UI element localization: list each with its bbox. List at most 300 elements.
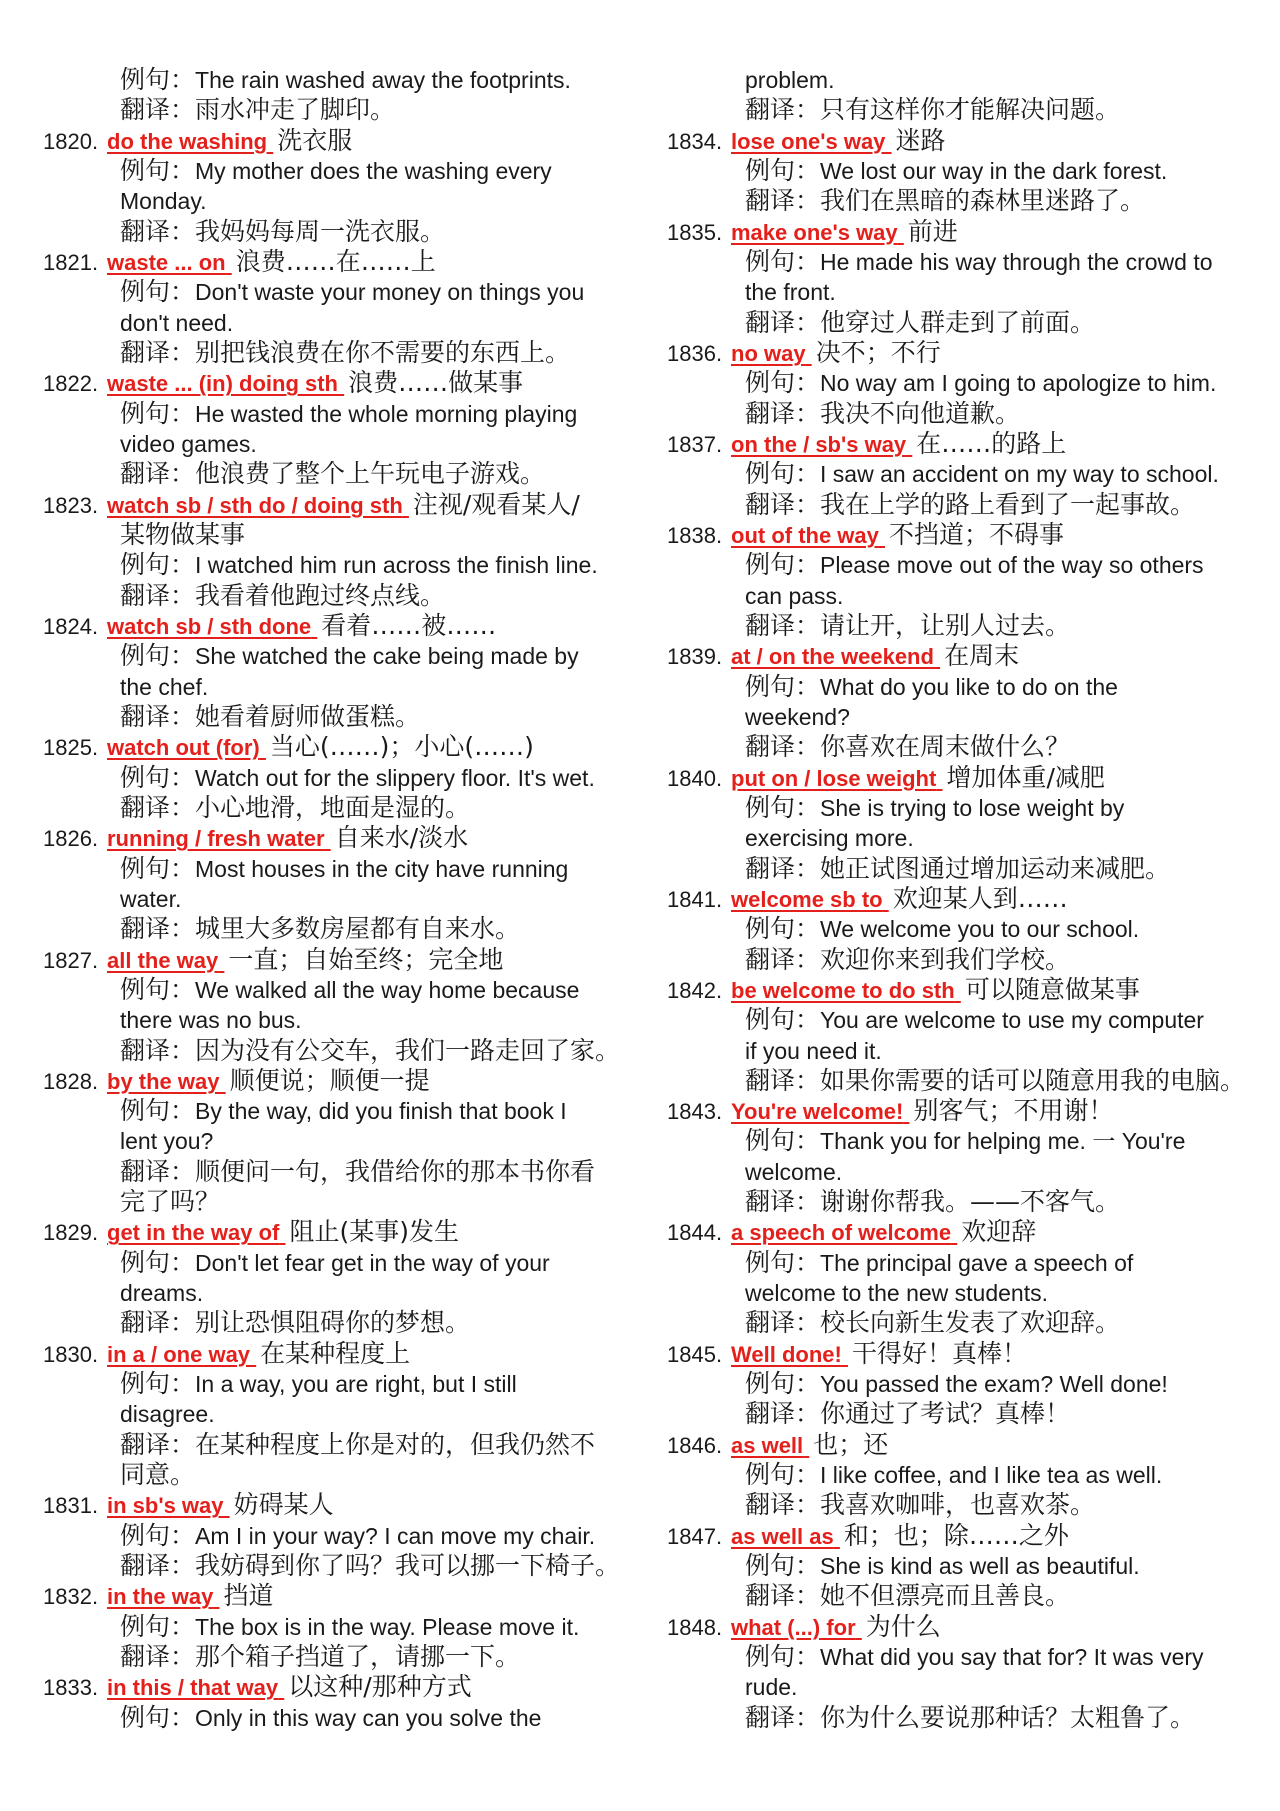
entry-header (43, 490, 643, 520)
entry-header (43, 1217, 643, 1247)
example-text: Don't let fear get in the way of your (195, 1249, 550, 1276)
example-text: The box is in the way. Please move it. (195, 1613, 580, 1640)
meaning: 可以随意做某事 (964, 974, 1140, 1004)
vocab-entry (43, 732, 643, 823)
vocab-entry (667, 1096, 1267, 1217)
entry-number: 1828. (43, 1068, 99, 1094)
example-line (667, 793, 1267, 823)
example-label: 例句： (745, 1369, 821, 1399)
translation-line (43, 1157, 643, 1187)
translation-label: 翻译： (745, 186, 821, 216)
example-line (667, 914, 1267, 944)
vocab-entry (43, 1217, 643, 1338)
phrase: at / on the weekend (731, 644, 934, 670)
example-label: 例句： (745, 1642, 821, 1672)
example-label: 例句： (745, 1005, 821, 1035)
vocab-entry (667, 641, 1267, 762)
vocab-entry (667, 763, 1267, 884)
phrase: out of the way (731, 522, 879, 548)
entry-header (667, 1339, 1267, 1369)
phrase: watch sb / sth do / doing sth (107, 492, 403, 518)
meaning: 阻止(某事)发生 (289, 1217, 459, 1247)
example-text: I saw an accident on my way to school. (820, 461, 1219, 488)
translation-line (667, 1703, 1267, 1733)
example-label: 例句： (120, 974, 196, 1004)
translation-line (43, 459, 643, 489)
phrase: in the way (107, 1584, 214, 1610)
example-text: You are welcome to use my computer (820, 1007, 1204, 1034)
translation-text: 别让恐惧阻碍你的梦想。 (195, 1308, 471, 1338)
phrase: on the / sb's way (731, 431, 907, 457)
translation-label: 翻译： (745, 944, 821, 974)
phrase: make one's way (731, 219, 898, 245)
meaning: 注视/观看某人/ (412, 489, 580, 519)
left-column (43, 65, 643, 1733)
entry-header (667, 126, 1267, 156)
meaning: 迷路 (895, 125, 946, 155)
meaning: 当心(……)；小心(……) (269, 732, 534, 762)
translation-line (43, 1551, 643, 1581)
entry-header (667, 641, 1267, 671)
translation-text: 我在上学的路上看到了一起事故。 (820, 489, 1196, 519)
entry-number: 1825. (43, 735, 99, 761)
meaning: 干得好！真棒！ (851, 1338, 1027, 1368)
translation-label: 翻译： (120, 580, 196, 610)
translation-text: 小心地滑，地面是湿的。 (195, 792, 471, 822)
example-text: problem. (745, 67, 835, 93)
translation-line (667, 1490, 1267, 1520)
translation-text: 如果你需要的话可以随意用我的电脑。 (820, 1065, 1246, 1095)
entry-header (43, 732, 643, 762)
translation-label: 翻译： (745, 1399, 821, 1429)
example-label: 例句： (120, 762, 196, 792)
example-line (43, 975, 643, 1005)
entry-number: 1840. (667, 765, 723, 791)
example-text: if you need it. (745, 1037, 882, 1064)
vocab-entry (43, 1339, 643, 1491)
translation-label: 翻译： (120, 1642, 196, 1672)
example-label: 例句： (745, 1460, 821, 1490)
translation-line (667, 1066, 1267, 1096)
example-line (667, 247, 1267, 277)
example-text: The principal gave a speech of (820, 1249, 1134, 1276)
entry-number: 1836. (667, 340, 723, 366)
entry-header (667, 338, 1267, 368)
example-label: 例句： (120, 853, 196, 883)
meaning: 自来水/淡水 (334, 823, 469, 853)
example-line (43, 1521, 643, 1551)
example-line (667, 823, 1267, 853)
translation-label: 翻译： (745, 610, 821, 640)
translation-label: 翻译： (120, 792, 196, 822)
example-line (667, 368, 1267, 398)
translation-text: 你喜欢在周末做什么？ (820, 732, 1071, 762)
entry-header (667, 763, 1267, 793)
example-text: Monday. (120, 188, 207, 215)
translation-text: 请让开，让别人过去。 (820, 610, 1071, 640)
example-line (43, 1399, 643, 1429)
vocab-entry (667, 884, 1267, 975)
meaning: 在某种程度上 (260, 1338, 411, 1368)
translation-text: 他浪费了整个上午玩电子游戏。 (195, 459, 546, 489)
meaning: 顺便说；顺便一提 (229, 1065, 430, 1095)
right-column (667, 65, 1267, 1733)
translation-label: 翻译： (745, 1187, 821, 1217)
entry-number: 1847. (667, 1523, 723, 1549)
example-label: 例句： (120, 641, 196, 671)
entry-number: 1844. (667, 1220, 723, 1246)
example-text: Only in this way can you solve the (195, 1704, 542, 1731)
meaning: 增加体重/减肥 (946, 762, 1105, 792)
entry-header (667, 975, 1267, 1005)
entry-header (667, 1217, 1267, 1247)
example-text: I watched him run across the finish line. (195, 552, 598, 579)
meaning: 浪费……在……上 (235, 246, 436, 276)
example-line (43, 1369, 643, 1399)
example-line (667, 672, 1267, 702)
entry-number: 1824. (43, 613, 99, 639)
phrase: watch out (for) (107, 735, 260, 761)
translation-text: 欢迎你来到我们学校。 (820, 944, 1071, 974)
meaning-line (43, 520, 643, 550)
entry-number: 1842. (667, 977, 723, 1003)
example-label: 例句： (120, 1096, 196, 1126)
example-line (667, 1248, 1267, 1278)
translation-text: 完了吗？ (120, 1187, 221, 1217)
entry-number: 1826. (43, 826, 99, 852)
entry-header (667, 429, 1267, 459)
example-line (667, 459, 1267, 489)
example-text: Thank you for helping me. 一 You're (820, 1128, 1186, 1155)
vocab-entry (43, 1490, 643, 1581)
example-text: video games. (120, 430, 257, 457)
vocab-entry (43, 247, 643, 368)
phrase: watch sb / sth done (107, 613, 312, 639)
example-line (667, 702, 1267, 732)
entry-number: 1830. (43, 1341, 99, 1367)
vocab-entry (667, 1339, 1267, 1430)
translation-text: 她不但漂亮而且善良。 (820, 1581, 1071, 1611)
entry-number: 1827. (43, 947, 99, 973)
vocab-entry (43, 126, 643, 247)
example-line (667, 277, 1267, 307)
example-label: 例句： (120, 1520, 196, 1550)
translation-text: 城里大多数房屋都有自来水。 (195, 914, 521, 944)
example-line (43, 1096, 643, 1126)
example-line (667, 65, 1267, 95)
translation-line (43, 1036, 643, 1066)
vocab-entry (667, 217, 1267, 338)
example-line (43, 1248, 643, 1278)
example-text: Most houses in the city have running (195, 855, 569, 882)
vocab-entry (43, 945, 643, 1066)
example-line (667, 1157, 1267, 1187)
example-text: Please move out of the way so others (820, 552, 1204, 579)
translation-line (43, 1308, 643, 1338)
translation-label: 翻译： (745, 853, 821, 883)
vocab-entry (667, 126, 1267, 217)
translation-label: 翻译： (120, 1308, 196, 1338)
example-text: My mother does the washing every (195, 157, 552, 184)
phrase: get in the way of (107, 1220, 280, 1246)
vocab-entry (667, 429, 1267, 520)
phrase: by the way (107, 1068, 220, 1094)
phrase: a speech of welcome (731, 1220, 952, 1246)
example-line (667, 1126, 1267, 1156)
translation-label: 翻译： (120, 914, 196, 944)
example-text: disagree. (120, 1401, 215, 1428)
meaning: 以这种/那种方式 (288, 1672, 472, 1702)
example-line (43, 550, 643, 580)
translation-line (667, 399, 1267, 429)
example-line (667, 1005, 1267, 1035)
entry-number: 1845. (667, 1341, 723, 1367)
translation-text: 你为什么要说那种话？太粗鲁了。 (820, 1702, 1196, 1732)
example-line (667, 581, 1267, 611)
entry-number: 1833. (43, 1675, 99, 1701)
example-text: Don't waste your money on things you (195, 279, 585, 306)
phrase: as well as (731, 1523, 834, 1549)
example-text: the chef. (120, 673, 209, 700)
translation-line (667, 854, 1267, 884)
entry-number: 1834. (667, 128, 723, 154)
entry-number: 1843. (667, 1099, 723, 1125)
translation-line (43, 793, 643, 823)
translation-line (43, 1430, 643, 1460)
example-line (43, 429, 643, 459)
translation-text: 雨水冲走了脚印。 (195, 95, 396, 125)
entry-header (43, 126, 643, 156)
translation-text: 我们在黑暗的森林里迷路了。 (820, 186, 1146, 216)
example-text: exercising more. (745, 825, 914, 852)
example-line (43, 399, 643, 429)
vocab-entry (667, 1430, 1267, 1521)
meaning: 看着……被…… (321, 610, 497, 640)
example-label: 例句： (120, 1247, 196, 1277)
vocab-entry (43, 823, 643, 944)
translation-line (667, 611, 1267, 641)
example-text: We welcome you to our school. (820, 916, 1140, 943)
example-line (43, 884, 643, 914)
translation-text: 在某种程度上你是对的，但我仍然不 (195, 1429, 596, 1459)
meaning: 欢迎辞 (961, 1217, 1037, 1247)
example-text: rude. (745, 1674, 798, 1701)
meaning: 一直；自始至终；完全地 (228, 944, 504, 974)
example-line (667, 1036, 1267, 1066)
entry-number: 1820. (43, 128, 99, 154)
translation-label: 翻译： (120, 1551, 196, 1581)
entry-header (667, 217, 1267, 247)
entry-header (43, 823, 643, 853)
example-line (667, 550, 1267, 580)
example-line (43, 277, 643, 307)
example-text: water. (120, 885, 182, 912)
example-line (43, 854, 643, 884)
translation-text: 因为没有公交车，我们一路走回了家。 (195, 1035, 621, 1065)
example-line (43, 1278, 643, 1308)
phrase: welcome sb to (731, 886, 883, 912)
meaning: 洗衣服 (277, 125, 353, 155)
translation-line (667, 732, 1267, 762)
translation-label: 翻译： (120, 459, 196, 489)
example-text: You passed the exam? Well done! (820, 1371, 1168, 1398)
example-text: dreams. (120, 1280, 204, 1307)
example-label: 例句： (120, 65, 196, 94)
translation-line (667, 490, 1267, 520)
phrase: in this / that way (107, 1675, 279, 1701)
entry-header (667, 1430, 1267, 1460)
example-text: What do you like to do on the (820, 673, 1118, 700)
example-text: What did you say that for? It was very (820, 1644, 1204, 1671)
phrase: running / fresh water (107, 826, 325, 852)
example-label: 例句： (745, 1551, 821, 1581)
translation-text: 我喜欢咖啡，也喜欢茶。 (820, 1490, 1096, 1520)
vocab-entry (43, 611, 643, 732)
meaning: 在周末 (944, 641, 1020, 671)
example-line (43, 156, 643, 186)
translation-label: 翻译： (120, 701, 196, 731)
translation-label: 翻译： (120, 1156, 196, 1186)
example-label: 例句： (120, 550, 196, 580)
example-line (43, 65, 643, 95)
example-line (43, 672, 643, 702)
example-text: I like coffee, and I like tea as well. (820, 1462, 1163, 1489)
phrase: lose one's way (731, 128, 886, 154)
example-label: 例句： (745, 1126, 821, 1156)
translation-text: 只有这样你才能解决问题。 (820, 95, 1121, 125)
phrase: what (...) for (731, 1614, 856, 1640)
meaning: 在……的路上 (916, 428, 1067, 458)
translation-line (667, 1399, 1267, 1429)
translation-text: 我妈妈每周一洗衣服。 (195, 216, 446, 246)
translation-label: 翻译： (745, 489, 821, 519)
entry-header (43, 1066, 643, 1096)
vocab-entry (43, 1066, 643, 1218)
meaning: 欢迎某人到…… (892, 883, 1068, 913)
example-text: Am I in your way? I can move my chair. (195, 1522, 596, 1549)
translation-text: 她正试图通过增加运动来减肥。 (820, 853, 1171, 883)
translation-line (667, 945, 1267, 975)
example-line (667, 1460, 1267, 1490)
vocab-entry (667, 520, 1267, 641)
entry-header (667, 1096, 1267, 1126)
meaning: 前进 (907, 216, 958, 246)
phrase: all the way (107, 947, 219, 973)
vocab-entry (667, 1217, 1267, 1338)
example-line (667, 1278, 1267, 1308)
entry-number: 1829. (43, 1220, 99, 1246)
entry-header (43, 368, 643, 398)
translation-label: 翻译： (745, 1581, 821, 1611)
entry-number: 1838. (667, 522, 723, 548)
meaning: 别客气；不用谢！ (913, 1096, 1114, 1126)
vocab-entry (43, 1672, 643, 1733)
example-text: In a way, you are right, but I still (195, 1371, 517, 1398)
meaning: 某物做某事 (120, 519, 246, 549)
example-line (667, 156, 1267, 186)
entry-number: 1832. (43, 1584, 99, 1610)
translation-line (667, 1308, 1267, 1338)
translation-label: 翻译： (120, 1035, 196, 1065)
entry-header (43, 1490, 643, 1520)
entry-header (667, 1521, 1267, 1551)
translation-line (667, 186, 1267, 216)
phrase: in sb's way (107, 1493, 224, 1519)
example-text: welcome. (745, 1158, 843, 1185)
translation-text: 同意。 (120, 1460, 196, 1490)
translation-label: 翻译： (745, 95, 821, 125)
example-text: She is trying to lose weight by (820, 794, 1125, 821)
example-label: 例句： (120, 1702, 196, 1732)
entry-number: 1846. (667, 1432, 723, 1458)
phrase: put on / lose weight (731, 765, 937, 791)
translation-text: 校长向新生发表了欢迎辞。 (820, 1308, 1121, 1338)
example-text: He made his way through the crowd to (820, 248, 1213, 275)
meaning: 妨碍某人 (233, 1490, 334, 1520)
translation-text: 你通过了考试？真棒！ (820, 1399, 1071, 1429)
vocab-entry (667, 975, 1267, 1096)
example-label: 例句： (120, 155, 196, 185)
vocab-entry (43, 368, 643, 489)
translation-line (43, 1460, 643, 1490)
translation-text: 顺便问一句，我借给你的那本书你看 (195, 1156, 596, 1186)
translation-line (43, 217, 643, 247)
example-label: 例句： (745, 914, 821, 944)
meaning: 为什么 (865, 1611, 941, 1641)
example-text: Watch out for the slippery floor. It's wet. (195, 764, 595, 791)
translation-text: 我妨碍到你了吗？我可以挪一下椅子。 (195, 1551, 621, 1581)
meaning: 和；也；除……之外 (843, 1520, 1069, 1550)
example-text: She is kind as well as beautiful. (820, 1553, 1140, 1580)
translation-label: 翻译： (745, 1702, 821, 1732)
example-text: the front. (745, 279, 836, 306)
translation-line (43, 1642, 643, 1672)
translation-line (43, 95, 643, 125)
translation-label: 翻译： (120, 337, 196, 367)
translation-label: 翻译： (745, 398, 821, 428)
translation-line (43, 914, 643, 944)
vocab-entry (667, 338, 1267, 429)
example-text: By the way, did you finish that book I (195, 1098, 567, 1125)
example-line (43, 641, 643, 671)
example-text: She watched the cake being made by (195, 643, 579, 670)
phrase: no way (731, 340, 806, 366)
example-text: can pass. (745, 582, 844, 609)
translation-line (667, 308, 1267, 338)
translation-text: 她看着厨师做蛋糕。 (195, 701, 421, 731)
translation-label: 翻译： (745, 1308, 821, 1338)
example-label: 例句： (745, 368, 821, 398)
translation-line (667, 95, 1267, 125)
example-label: 例句： (745, 792, 821, 822)
translation-line (667, 1187, 1267, 1217)
translation-label: 翻译： (120, 95, 196, 125)
translation-text: 他穿过人群走到了前面。 (820, 307, 1096, 337)
example-text: lent you? (120, 1128, 214, 1155)
phrase: You're welcome! (731, 1099, 904, 1125)
meaning: 挡道 (223, 1581, 274, 1611)
entry-number: 1839. (667, 644, 723, 670)
entry-number: 1841. (667, 886, 723, 912)
example-text: welcome to the new students. (745, 1280, 1048, 1307)
translation-label: 翻译： (745, 732, 821, 762)
translation-label: 翻译： (745, 307, 821, 337)
example-line (43, 1703, 643, 1733)
example-text: No way am I going to apologize to him. (820, 370, 1217, 397)
translation-text: 谢谢你帮我。——不客气。 (820, 1187, 1121, 1217)
translation-label: 翻译： (745, 1490, 821, 1520)
phrase: waste ... (in) doing sth (107, 371, 338, 397)
